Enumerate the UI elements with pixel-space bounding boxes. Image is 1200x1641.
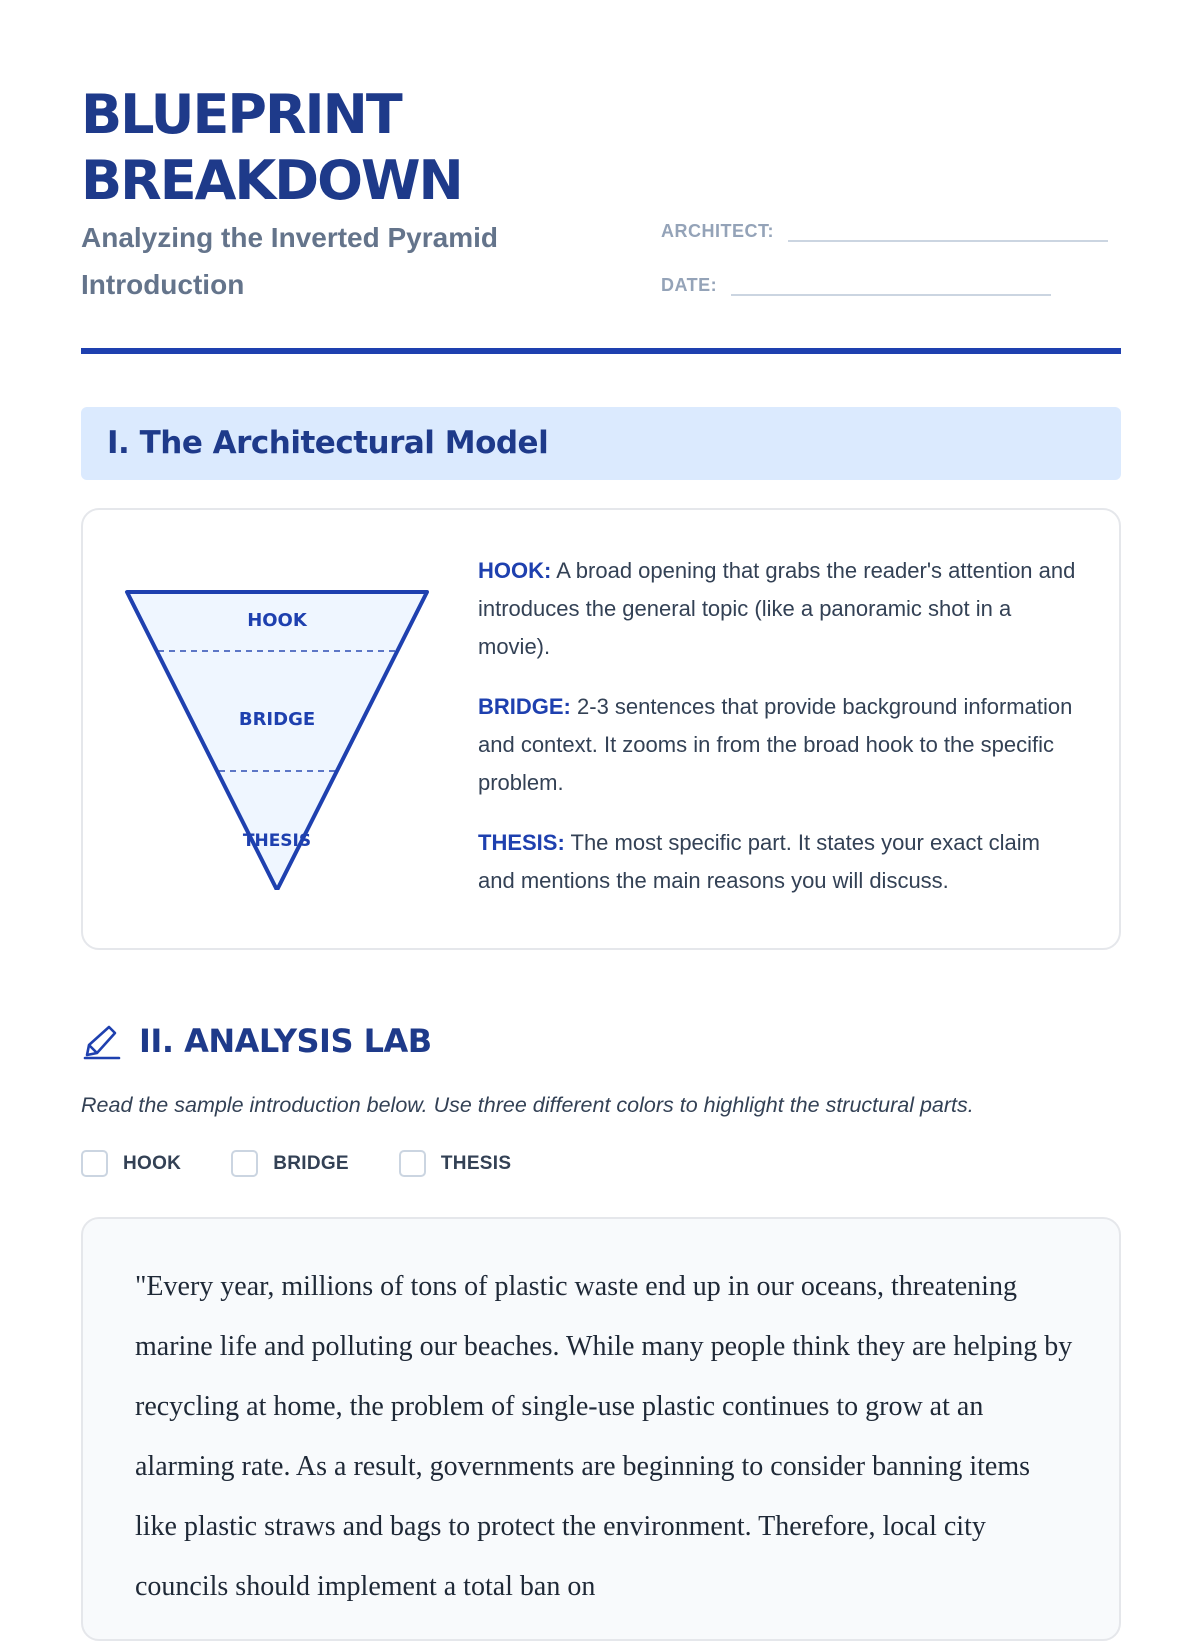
pyramid-label-hook: HOOK — [247, 610, 307, 631]
hook-checkbox[interactable] — [81, 1150, 108, 1177]
pyramid-label-bridge: BRIDGE — [238, 709, 316, 730]
pen-icon — [81, 1021, 121, 1061]
inverted-pyramid-diagram — [123, 580, 433, 890]
legend-label-thesis: THESIS — [440, 1152, 512, 1174]
pyramid-label-thesis: THESIS — [242, 831, 312, 851]
lab-instructions: Read the sample introduction below. Use three different colors to highlight the structural parts. — [81, 1093, 974, 1117]
definition-text-hook: A broad opening that grabs the reader's attention and introduces the general topic (like a panoramic shot in a movie). — [478, 558, 1076, 659]
section-1-banner — [81, 407, 1121, 480]
date-input-line[interactable] — [731, 270, 1051, 296]
sample-introduction-box — [81, 1217, 1121, 1641]
definition-text-thesis: The most specific part. It states your exact claim and mentions the main reasons you will discuss. — [478, 830, 1041, 893]
thesis-checkbox[interactable] — [399, 1150, 426, 1177]
definition-text-bridge: 2-3 sentences that provide background information and context. It zooms in from the broad hook to the specific problem. — [478, 694, 1073, 795]
page-title — [81, 82, 681, 214]
legend-label-bridge: BRIDGE — [273, 1152, 349, 1174]
definition-term-thesis: THESIS: — [478, 830, 565, 855]
legend-item-hook[interactable] — [81, 1150, 181, 1177]
header-divider — [81, 348, 1121, 354]
title-line-1: BLUEPRINT — [81, 83, 401, 146]
definition-term-hook: HOOK: — [478, 558, 552, 583]
worksheet-header — [81, 82, 1121, 352]
bridge-checkbox[interactable] — [231, 1150, 258, 1177]
section-2-heading-row — [81, 1016, 432, 1066]
date-label: DATE: — [661, 275, 718, 295]
legend-label-hook: HOOK — [123, 1152, 182, 1174]
architectural-model-card — [81, 508, 1121, 950]
highlight-legend — [81, 1150, 561, 1177]
worksheet-page — [81, 0, 1121, 1600]
architect-input-line[interactable] — [788, 216, 1108, 242]
section-1-heading: I. The Architectural Model — [107, 425, 549, 461]
sample-introduction-text[interactable]: "Every year, millions of tons of plastic waste end up in our oceans, threatening marine life and polluting our beaches. While many people think they are helping by recycling at home, the problem of single-use plastic continues to grow at an alarming rate. As a result, governments are beginning to consider banning items like plastic straws and bags to protect the environment. Therefore, local city councils should implement a total ban on — [135, 1271, 1073, 1602]
title-line-2: BREAKDOWN — [81, 149, 462, 212]
definitions-list — [478, 552, 1078, 922]
definition-hook — [478, 552, 1078, 666]
architect-field — [661, 216, 1108, 242]
definition-thesis — [478, 824, 1078, 900]
section-2-heading: II. ANALYSIS LAB — [139, 1022, 432, 1060]
definition-term-bridge: BRIDGE: — [478, 694, 571, 719]
legend-item-thesis[interactable] — [399, 1150, 511, 1177]
date-field — [661, 270, 1051, 296]
page-subtitle: Analyzing the Inverted Pyramid Introduction — [81, 222, 498, 300]
architect-label: ARCHITECT: — [661, 221, 774, 241]
definition-bridge — [478, 688, 1078, 802]
legend-item-bridge[interactable] — [231, 1150, 349, 1177]
